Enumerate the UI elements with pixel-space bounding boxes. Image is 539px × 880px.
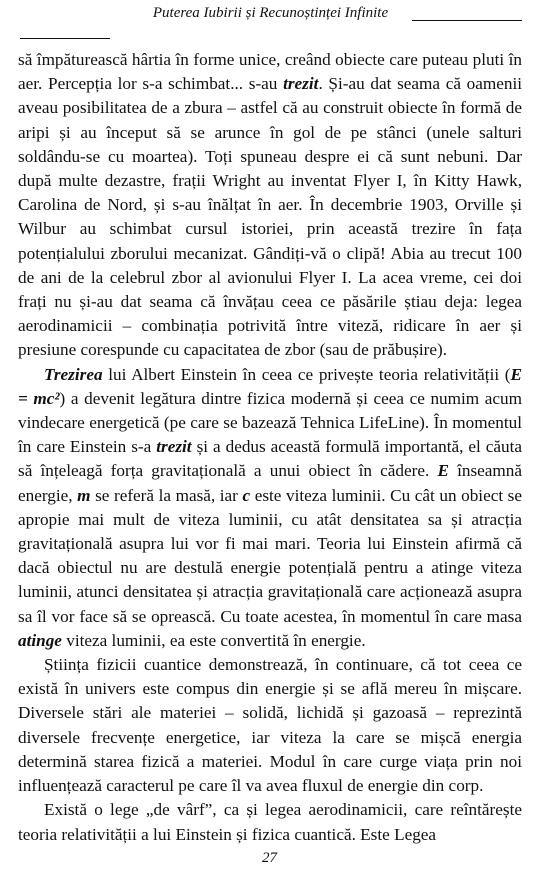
p2-text-7: viteza luminii, ea este convertită în energie. — [61, 630, 366, 650]
p2-emph-trezit: trezit — [156, 437, 192, 457]
p3-text-1: Știința fizicii cuantice demonstrează, în continuare, că tot ceea ce există în univers este compus din energie și se află mereu în mișcare. Diversele stări ale materiei – solidă, lichidă și gazoasă – reprezintă diversele frecvențe energetice, iar viteza la care se mișcă energia determină starea fizică a materiei. Modul în care curge viața prin noi influențează caracterul pe care îl va avea fluxul de energie din corp. — [18, 655, 522, 796]
p1-text-1: să împăturească hârtia în forme unice, creând obiecte care puteau pluti în aer. Percepția lor s-a schimbat... s-au — [18, 50, 522, 94]
header-rule-right — [412, 20, 522, 21]
p2-emph-c: c — [242, 485, 251, 505]
p1-emph-trezit: trezit — [283, 74, 319, 94]
p1-text-2: . Și-au dat seama că oamenii aveau posibilitatea de a zbura – astfel că au construit obiecte în formă de aripi și au început să se arunce în gol de pe stânci (unele salturi soldându-se cu moartea). Toți spuneau despre ei că sunt nebuni. Dar după multe dezastre, frații Wright au inventat Flyer I, în Kitty Hawk, Carolina de Nord, și s-au înălțat în aer. În decembrie 1903, Orville și Wilbur au schimbat cursul istoriei, prin această trezire în fața potențialului zborului mecanizat. Gândiți-vă o clipă! Abia au trecut 100 de ani de la celebrul zbor al avionului Flyer I. La acea vreme, cei doi frați nu și-au dat seama că învățau ceea ce păsările știau deja: legea aerodinamicii – combinația potrivită între viteză, ridicare în aer și presiune corespunde cu capacitatea de zbor (sau de prăbușire). — [18, 74, 523, 360]
p2-text-6: este viteza luminii. Cu cât un obiect se apropie mai mult de viteza luminii, cu atât densitatea sa și atracția gravitațională asupra lui vor fi mai mari. Teoria lui Einstein afirmă că dacă obiectul nu are destulă energie potențială pentru a atinge viteza luminii, atunci densitatea și atracția gravitațională care acționează asupra sa îl vor face să se oprească. Cu toate acestea, în momentul în care masa — [18, 485, 523, 626]
paragraph-1 — [18, 48, 522, 363]
body-text — [18, 48, 522, 847]
p2-text-1: lui Albert Einstein în ceea ce privește teoria relativității ( — [102, 364, 511, 384]
p2-emph-trezirea: Trezirea — [44, 364, 103, 384]
paragraph-4 — [18, 798, 522, 846]
paragraph-2 — [18, 363, 522, 653]
p2-emph-formula: E = mc² — [18, 364, 522, 408]
p2-emph-e: E — [437, 461, 449, 481]
header-rule-left — [20, 38, 110, 39]
p2-text-3: și a dedus această formulă importantă, el căuta să înțeleagă forța gravitațională a unui obiect în cădere. — [18, 437, 522, 481]
p2-emph-atinge: atinge — [18, 630, 62, 650]
p2-text-4: înseamnă energie, — [18, 461, 522, 505]
p4-text-1: Există o lege „de vârf”, ca și legea aerodinamicii, care reîntărește teoria relativității a lui Einstein și fizica cuantică. Este Legea — [18, 800, 522, 844]
running-header-title: Puterea Iubirii și Recunoștinței Infinite — [152, 5, 389, 21]
page-number: 27 — [262, 850, 277, 866]
p2-text-5: se referă la masă, iar — [90, 485, 243, 505]
p2-text-2: ) a devenit legătura dintre fizica modernă și ceea ce numim acum vindecare energetică (pe care se bazează Tehnica LifeLine). În momentul în care Einstein s-a — [18, 388, 522, 457]
p2-emph-m: m — [77, 485, 91, 505]
paragraph-3 — [18, 653, 522, 798]
